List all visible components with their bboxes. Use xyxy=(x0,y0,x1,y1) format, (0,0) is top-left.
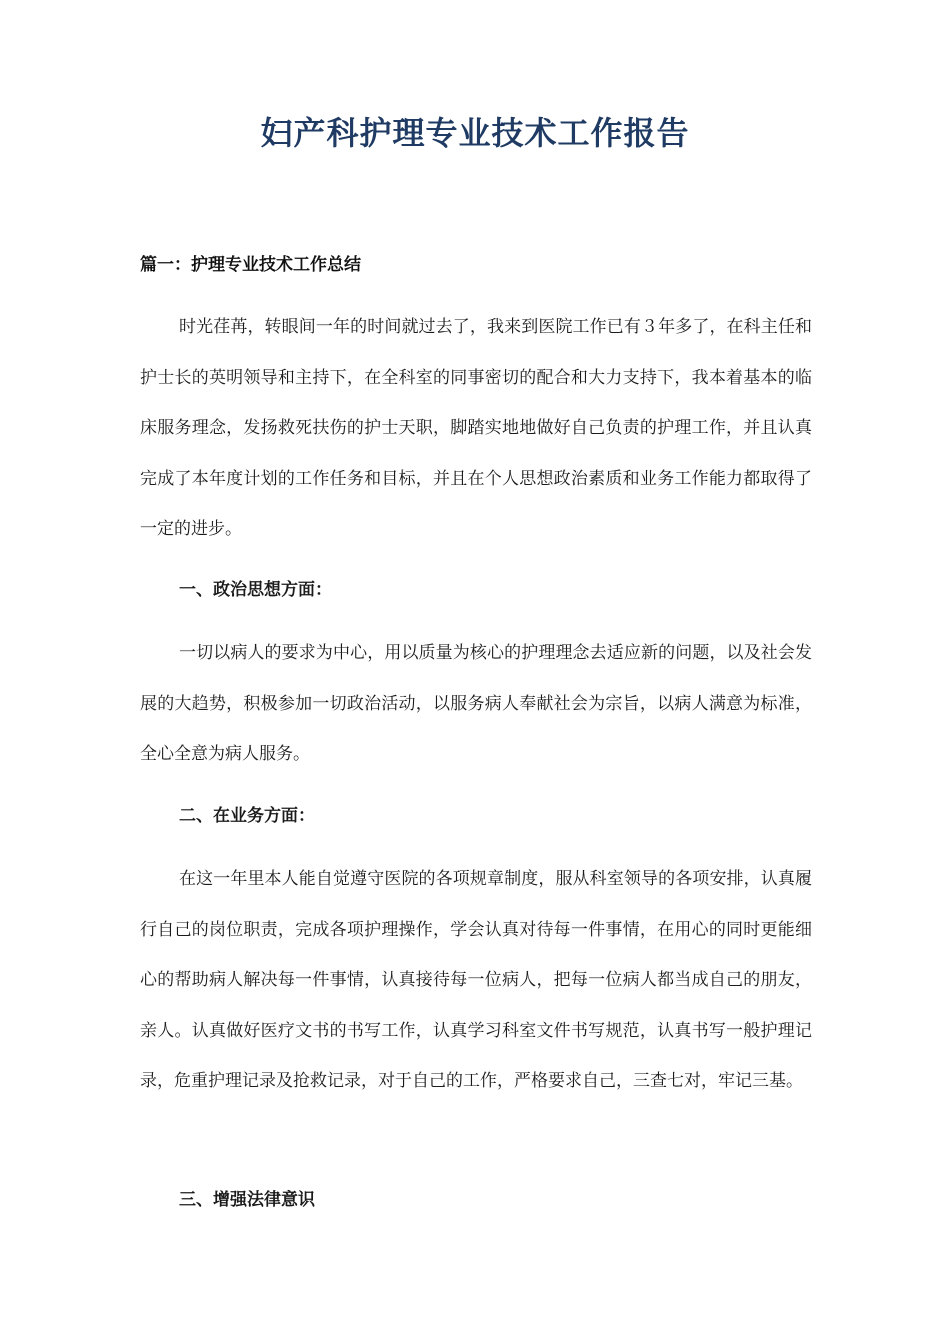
intro-paragraph: 时光荏苒，转眼间一年的时间就过去了，我来到医院工作已有３年多了，在科主任和护士长的英明领导和主持下，在全科室的同事密切的配合和大力支持下，我本着基本的临床服务理念，发扬救死扶伤的护士天职，脚踏实地地做好自己负责的护理工作，并且认真完成了本年度计划的工作任务和目标，并且在个人思想政治素质和业务工作能力都取得了一定的进步。 xyxy=(140,317,812,539)
section-heading: 篇一：护理专业技术工作总结 xyxy=(140,255,361,275)
subsection-body-politics: 一切以病人的要求为中心，用以质量为核心的护理理念去适应新的问题，以及社会发展的大趋势，积极参加一切政治活动，以服务病人奉献社会为宗旨，以病人满意为标准，全心全意为病人服务。 xyxy=(140,643,812,764)
subsection-body-business: 在这一年里本人能自觉遵守医院的各项规章制度，服从科室领导的各项安排，认真履行自己的岗位职责，完成各项护理操作，学会认真对待每一件事情，在用心的同时更能细心的帮助病人解决每一件事情，认真接待每一位病人，把每一位病人都当成自己的朋友，亲人。认真做好医疗文书的书写工作，认真学习科室文件书写规范，认真书写一般护理记录，危重护理记录及抢救记录，对于自己的工作，严格要求自己，三查七对，牢记三基。 xyxy=(140,869,812,1091)
subsection-heading-politics: 一、政治思想方面： xyxy=(179,580,332,600)
subsection-heading-law: 三、增强法律意识 xyxy=(179,1190,315,1210)
document-title: 妇产科护理专业技术工作报告 xyxy=(260,114,690,152)
subsection-heading-business: 二、在业务方面： xyxy=(179,806,315,826)
